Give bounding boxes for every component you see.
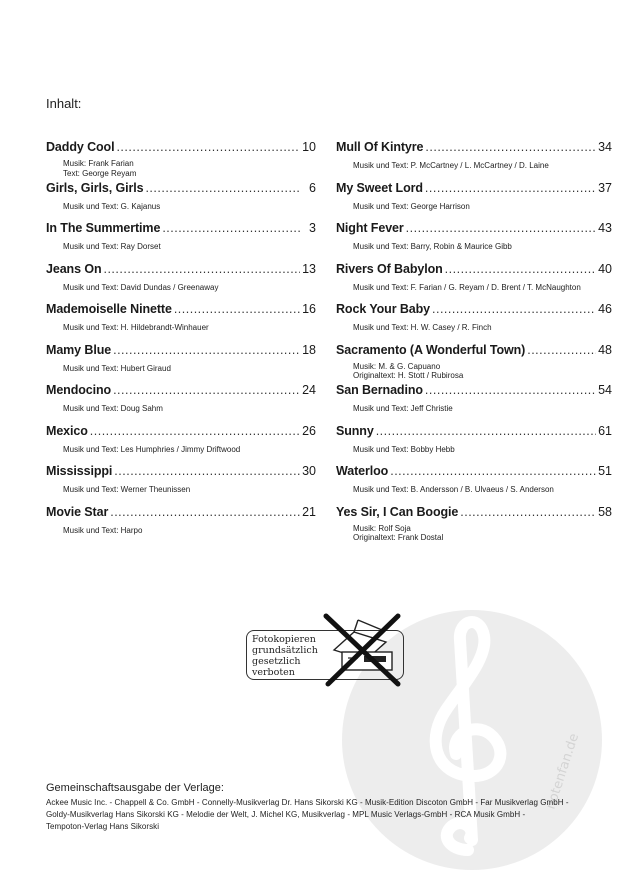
credit-line: Originaltext: H. Stott / Rubirosa <box>353 371 464 380</box>
song-credits <box>353 242 612 252</box>
credit-line: Musik und Text: George Harrison <box>353 201 470 211</box>
page-number: 16 <box>302 302 316 316</box>
song-title: Girls, Girls, Girls <box>46 180 144 195</box>
song-credits <box>353 362 612 381</box>
page-number: 21 <box>302 504 316 519</box>
song-credits <box>353 283 612 293</box>
publishers-block <box>46 782 606 833</box>
credit-line: Musik und Text: Hubert Giraud <box>63 363 171 373</box>
dot-leader <box>113 343 300 358</box>
song-title: Mamy Blue <box>46 342 112 357</box>
toc-title-row <box>46 262 316 277</box>
toc-entry <box>46 302 316 343</box>
dot-leader <box>406 221 596 236</box>
credit-line: Musik und Text: F. Farian / G. Reyam / D. Brent / T. McNaughton <box>353 282 581 292</box>
toc-title-row <box>336 302 612 317</box>
song-credits <box>63 202 316 212</box>
page-number: 48 <box>598 342 612 357</box>
toc-entry <box>46 343 316 384</box>
page-number: 37 <box>598 180 612 195</box>
credit-line: Musik und Text: H. Hildebrandt-Winhauer <box>63 323 209 332</box>
credit-line: Musik und Text: H. W. Casey / R. Finch <box>353 323 492 332</box>
song-title: Jeans On <box>46 261 102 276</box>
credit-line: Musik und Text: Doug Sahm <box>63 404 163 413</box>
stamp-text <box>252 634 318 678</box>
toc-title-row <box>46 505 316 520</box>
song-title: Movie Star <box>46 504 109 519</box>
song-credits <box>63 445 316 455</box>
toc-entry <box>336 383 612 424</box>
page-number: 30 <box>302 464 316 478</box>
publishers-heading: Gemeinschaftsausgabe der Verlage: <box>46 782 224 794</box>
song-title: Yes Sir, I Can Boogie <box>336 504 459 519</box>
credit-line: Musik und Text: P. McCartney / L. McCartney / D. Laine <box>353 161 549 170</box>
dot-leader <box>425 383 596 398</box>
credit-line: Musik und Text: Bobby Hebb <box>353 444 455 454</box>
toc-title-row <box>46 464 316 479</box>
page-number: 6 <box>309 180 316 195</box>
song-title: Mademoiselle Ninette <box>46 302 172 316</box>
dot-leader <box>90 424 300 439</box>
song-title: In The Summertime <box>46 221 161 235</box>
toc-right-column <box>336 140 612 545</box>
credit-line: Musik: M. & G. Capuano <box>353 361 441 371</box>
dot-leader <box>460 505 596 520</box>
song-credits <box>63 283 316 293</box>
page-number: 10 <box>302 140 316 154</box>
toc-left-column <box>46 140 316 545</box>
toc-entry <box>336 424 612 465</box>
song-credits <box>63 364 316 374</box>
toc-entry <box>46 140 316 181</box>
watermark-text: notenfan.de <box>543 731 583 812</box>
no-photocopy-stamp <box>246 612 406 688</box>
song-title: My Sweet Lord <box>336 180 423 195</box>
credit-line: Musik und Text: Barry, Robin & Maurice Gibb <box>353 242 512 251</box>
toc-entry <box>336 505 612 546</box>
toc-title-row <box>336 181 612 196</box>
toc-title-row <box>46 383 316 398</box>
song-title: San Bernadino <box>336 383 423 397</box>
song-title: Mississippi <box>46 464 113 478</box>
page-heading: Inhalt: <box>46 96 82 111</box>
toc-entry <box>336 140 612 181</box>
credit-line: Originaltext: Frank Dostal <box>353 533 444 542</box>
credit-line: Musik und Text: B. Andersson / B. Ulvaeus / S. Anderson <box>353 485 554 494</box>
song-title: Mexico <box>46 423 88 438</box>
toc-title-row <box>336 221 612 236</box>
credit-line: Text: George Reyam <box>63 168 137 178</box>
toc-title-row <box>336 383 612 398</box>
toc-title-row <box>336 262 612 277</box>
toc-title-row <box>46 343 316 358</box>
toc-entry <box>336 262 612 303</box>
song-credits <box>63 159 316 178</box>
toc-title-row <box>336 424 612 439</box>
page-number: 40 <box>598 261 612 276</box>
dot-leader <box>116 140 300 155</box>
song-credits <box>353 485 612 495</box>
toc-entry <box>46 505 316 546</box>
toc-title-row <box>46 302 316 317</box>
toc-entry <box>46 181 316 222</box>
dot-leader <box>114 464 300 479</box>
dot-leader <box>425 140 596 155</box>
page-number: 24 <box>302 383 316 397</box>
song-title: Mull Of Kintyre <box>336 140 424 154</box>
credit-line: Musik: Rolf Soja <box>353 523 411 533</box>
credit-line: Musik und Text: Werner Theunissen <box>63 485 191 494</box>
page-number: 18 <box>302 342 316 357</box>
dot-leader <box>162 221 300 236</box>
page-number: 3 <box>309 221 316 235</box>
dot-leader <box>432 302 596 317</box>
song-title: Sunny <box>336 423 374 438</box>
song-credits <box>63 526 316 536</box>
dot-leader <box>145 181 300 196</box>
song-credits <box>353 445 612 455</box>
dot-leader <box>113 383 300 398</box>
toc-entry <box>336 343 612 384</box>
toc-entry <box>46 262 316 303</box>
toc-entry <box>46 221 316 262</box>
song-title: Waterloo <box>336 464 389 478</box>
song-credits <box>63 323 316 333</box>
publishers-list <box>46 797 606 833</box>
dot-leader <box>174 302 300 317</box>
page-number: 43 <box>598 221 612 235</box>
toc-entry <box>336 181 612 222</box>
toc-title-row <box>46 221 316 236</box>
song-credits <box>353 524 612 543</box>
page-number: 58 <box>598 504 612 519</box>
toc-title-row <box>336 343 612 358</box>
page-number: 13 <box>302 261 316 276</box>
song-title: Rock Your Baby <box>336 302 430 316</box>
page-number: 54 <box>598 383 612 397</box>
toc-entry <box>336 464 612 505</box>
dot-leader <box>103 262 300 277</box>
toc-entry <box>46 464 316 505</box>
song-title: Daddy Cool <box>46 140 115 154</box>
page-number: 51 <box>598 464 612 478</box>
page-number: 26 <box>302 423 316 438</box>
publishers-line: Ackee Music Inc. - Chappell & Co. GmbH - Connelly-Musikverlag Dr. Hans Sikorski KG - Musik-Edition Discoton GmbH - Far Musikverlag GmbH - <box>46 798 569 807</box>
song-title: Mendocino <box>46 383 112 397</box>
toc-title-row <box>46 140 316 155</box>
song-credits <box>353 161 612 171</box>
toc-entry <box>46 383 316 424</box>
dot-leader <box>425 181 596 196</box>
page-number: 61 <box>598 423 612 438</box>
dot-leader <box>445 262 596 277</box>
credit-line: Musik und Text: Les Humphries / Jimmy Driftwood <box>63 444 241 454</box>
publishers-line: Goldy-Musikverlag Hans Sikorski KG - Melodie der Welt, J. Michel KG, Musikverlag - MPL Music Verlags-GmbH - RCA Musik GmbH - <box>46 810 526 819</box>
stamp-line: grundsätzlich <box>252 645 318 656</box>
song-credits <box>63 485 316 495</box>
stamp-line: Fotokopieren <box>252 634 316 645</box>
dot-leader <box>110 505 300 520</box>
toc-title-row <box>46 181 316 196</box>
credit-line: Musik und Text: Ray Dorset <box>63 242 161 251</box>
toc-title-row <box>336 505 612 520</box>
song-credits <box>63 404 316 414</box>
song-credits <box>353 202 612 212</box>
song-credits <box>63 242 316 252</box>
toc-entry <box>336 221 612 262</box>
song-title: Rivers Of Babylon <box>336 261 443 276</box>
song-credits <box>353 323 612 333</box>
dot-leader <box>376 424 596 439</box>
credit-line: Musik: Frank Farian <box>63 159 134 168</box>
credit-line: Musik und Text: David Dundas / Greenaway <box>63 282 219 292</box>
song-credits <box>353 404 612 414</box>
toc-title-row <box>46 424 316 439</box>
publishers-line: Tempoton-Verlag Hans Sikorski <box>46 822 160 831</box>
song-title: Night Fever <box>336 221 404 235</box>
toc-entry <box>336 302 612 343</box>
dot-leader <box>390 464 596 479</box>
page-number: 34 <box>598 140 612 154</box>
stamp-line: gesetzlich <box>252 656 301 667</box>
toc-title-row <box>336 464 612 479</box>
credit-line: Musik und Text: G. Kajanus <box>63 201 161 211</box>
dot-leader <box>527 343 596 358</box>
crossed-out-photocopier-icon <box>320 612 404 688</box>
stamp-line: verboten <box>252 667 295 678</box>
toc-title-row <box>336 140 612 155</box>
page-number: 46 <box>598 302 612 316</box>
credit-line: Musik und Text: Jeff Christie <box>353 404 453 413</box>
song-title: Sacramento (A Wonderful Town) <box>336 342 526 357</box>
credit-line: Musik und Text: Harpo <box>63 525 143 535</box>
toc-entry <box>46 424 316 465</box>
